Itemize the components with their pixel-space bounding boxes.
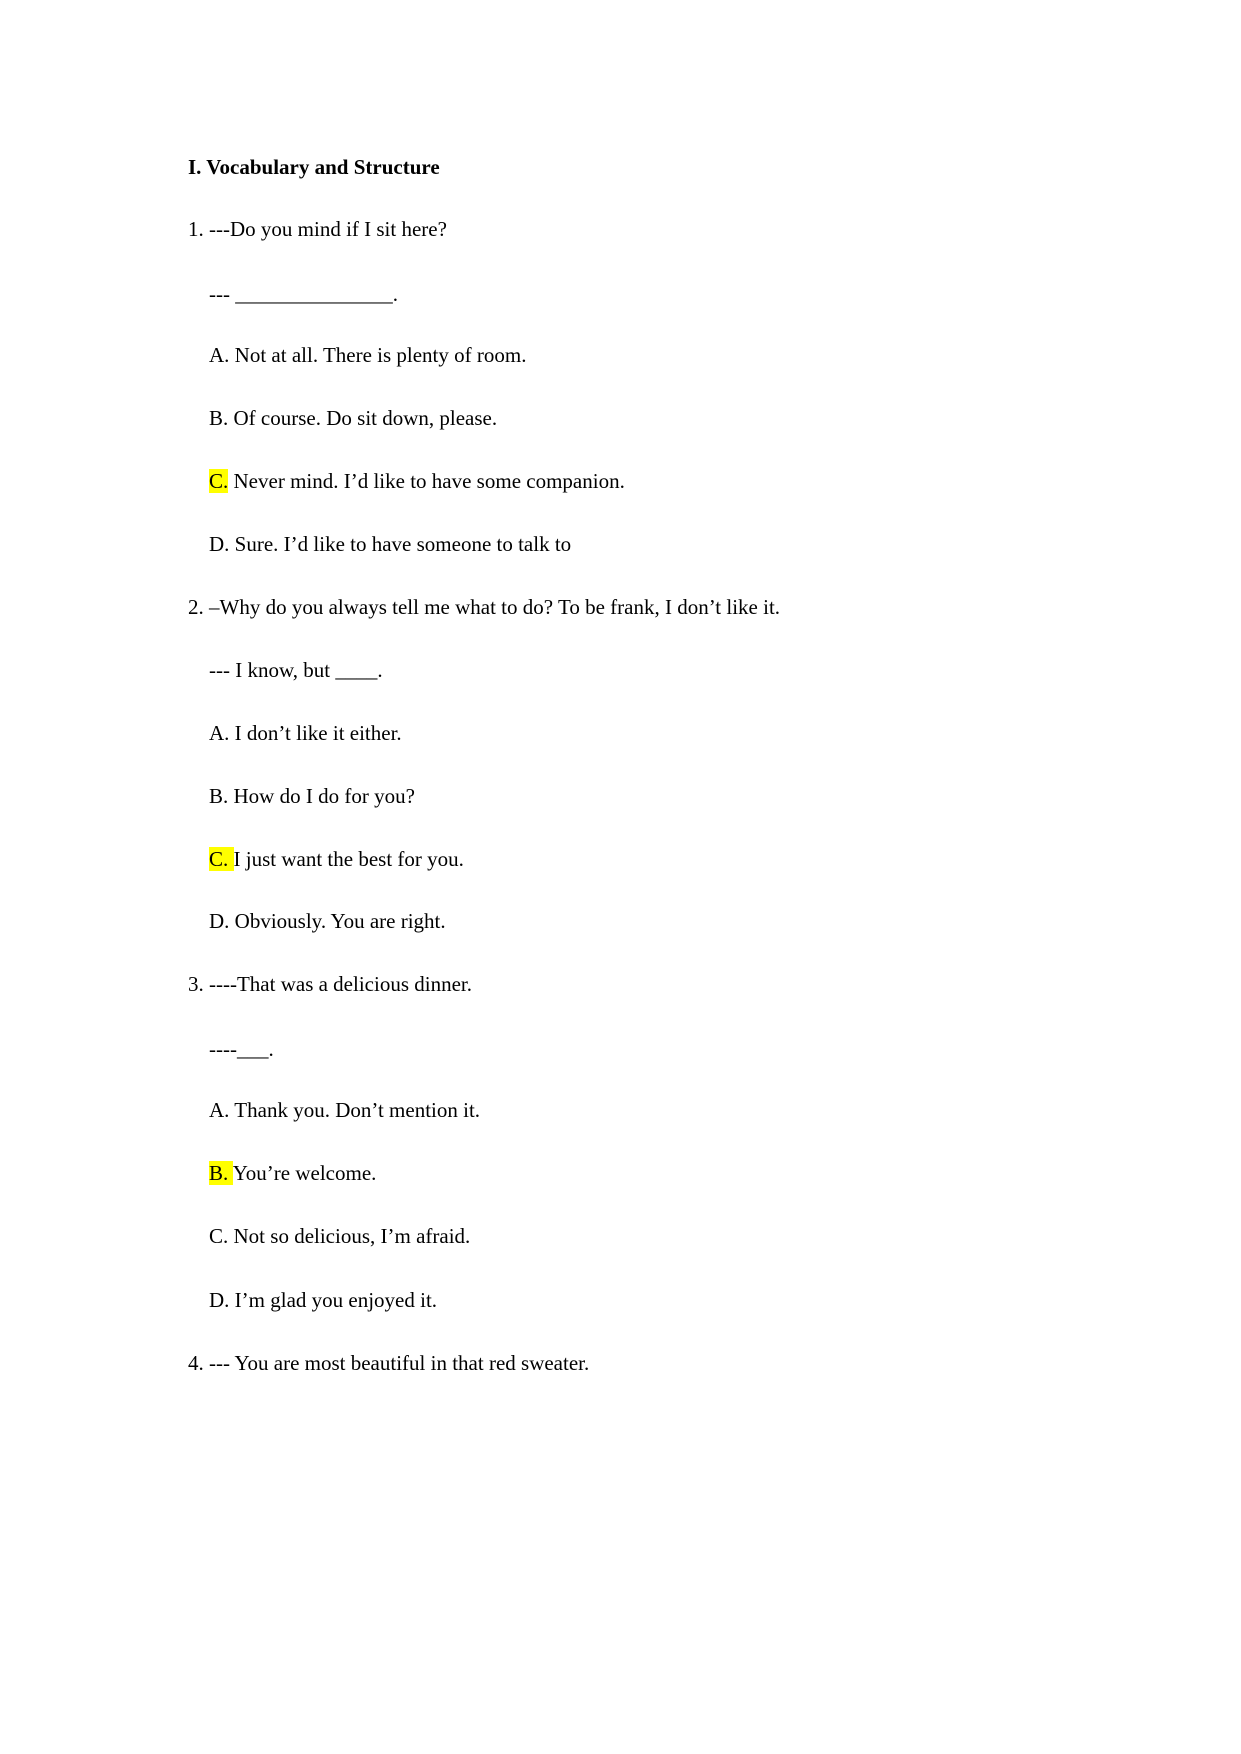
question-1-option-a [209, 342, 526, 368]
question-2-option-c [209, 846, 464, 872]
question-3-option-d [209, 1287, 437, 1313]
question-1-stem: 1. ---Do you mind if I sit here? [188, 217, 447, 241]
option-text: I don’t like it either. [229, 721, 402, 745]
option-text: Sure. I’d like to have someone to talk to [229, 532, 572, 556]
question-3-option-a [209, 1097, 480, 1123]
question-2-stem: 2. –Why do you always tell me what to do? To be frank, I don’t like it. [188, 595, 781, 619]
question-1-option-d [209, 531, 571, 557]
option-letter: D. [209, 1288, 230, 1312]
question-1-option-b [209, 405, 497, 431]
question-3-option-b [209, 1160, 376, 1186]
highlighted-answer-letter: B. [209, 1161, 233, 1185]
option-letter: A. [209, 1098, 230, 1122]
question-2-option-b [209, 783, 415, 809]
section-title: I. Vocabulary and Structure [188, 155, 440, 179]
option-letter: D. [209, 909, 230, 933]
option-text: Never mind. I’d like to have some companion. [228, 469, 625, 493]
option-text: Obviously. You are right. [229, 909, 446, 933]
option-letter: B. [209, 784, 229, 808]
option-text: I’m glad you enjoyed it. [229, 1288, 438, 1312]
question-1-response: --- _______________. [209, 282, 398, 306]
option-text: Thank you. Don’t mention it. [229, 1098, 481, 1122]
highlighted-answer-letter: C. [209, 469, 229, 493]
option-letter: A. [209, 343, 230, 367]
question-2-option-d [209, 908, 446, 934]
question-1-option-c [209, 468, 625, 494]
question-2-response: --- I know, but ____. [209, 658, 383, 682]
option-letter: B. [209, 406, 229, 430]
option-text: How do I do for you? [228, 784, 415, 808]
option-letter: D. [209, 532, 230, 556]
option-text: You’re welcome. [232, 1161, 377, 1185]
question-2-option-a [209, 720, 402, 746]
question-3-option-c [209, 1223, 470, 1249]
question-3-stem: 3. ----That was a delicious dinner. [188, 972, 472, 996]
option-letter: A. [209, 721, 230, 745]
option-letter: C. [209, 1224, 229, 1248]
option-text: Of course. Do sit down, please. [228, 406, 498, 430]
option-text: I just want the best for you. [233, 847, 464, 871]
option-text: Not so delicious, I’m afraid. [228, 1224, 471, 1248]
question-4-stem: 4. --- You are most beautiful in that red sweater. [188, 1351, 590, 1375]
option-text: Not at all. There is plenty of room. [229, 343, 527, 367]
question-3-response: ----___. [209, 1037, 274, 1061]
highlighted-answer-letter: C. [209, 847, 234, 871]
